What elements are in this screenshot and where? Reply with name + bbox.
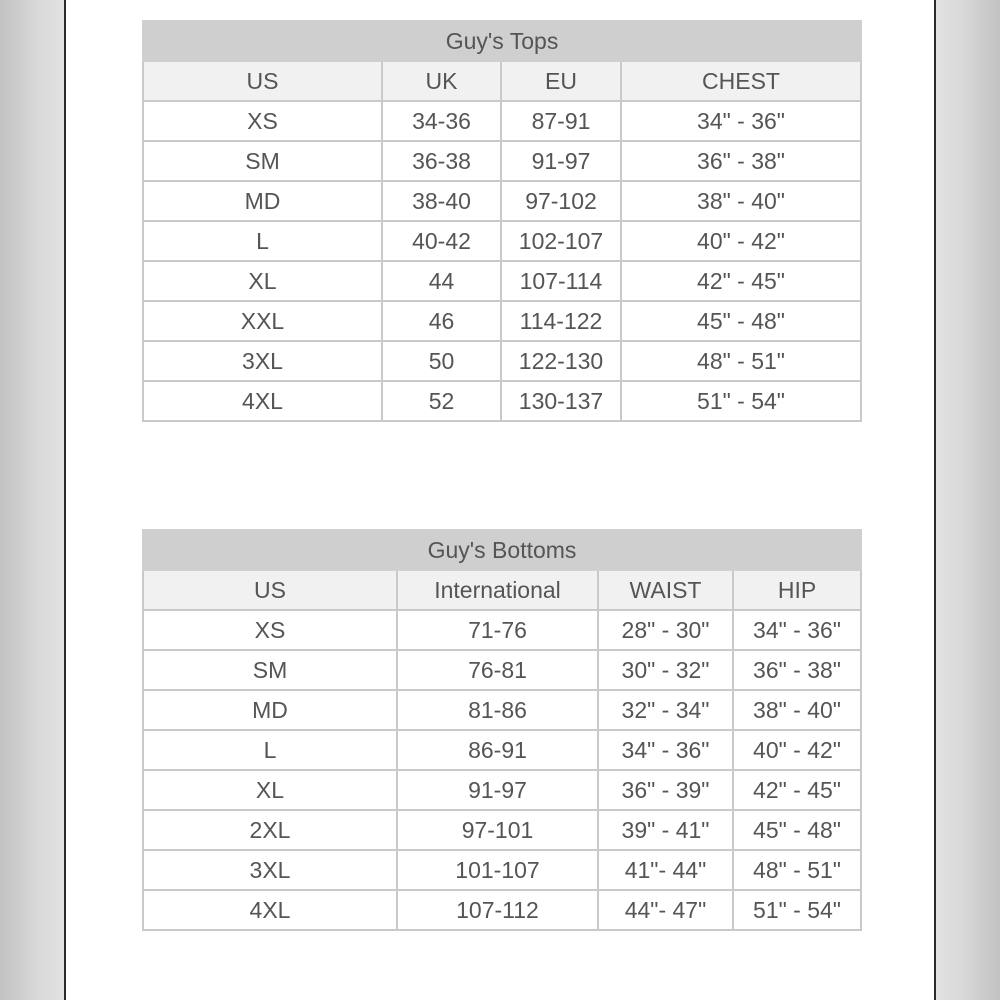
tops-table-cell: 36-38 bbox=[382, 141, 501, 181]
bottoms-header-row bbox=[143, 570, 861, 610]
bottoms-table-cell: 71-76 bbox=[397, 610, 598, 650]
tops-table-cell: 51" - 54" bbox=[621, 381, 861, 421]
tops-column-header: UK bbox=[382, 61, 501, 101]
tops-table-cell: 50 bbox=[382, 341, 501, 381]
bottoms-table-cell: MD bbox=[143, 690, 397, 730]
bottoms-table-cell: 2XL bbox=[143, 810, 397, 850]
tops-table-cell: 48" - 51" bbox=[621, 341, 861, 381]
bottoms-table-cell: 40" - 42" bbox=[733, 730, 861, 770]
tops-column-header: CHEST bbox=[621, 61, 861, 101]
tops-table-cell: 122-130 bbox=[501, 341, 621, 381]
bottoms-table-cell: 107-112 bbox=[397, 890, 598, 930]
bottoms-table-cell: 36" - 38" bbox=[733, 650, 861, 690]
bottoms-table-cell: 3XL bbox=[143, 850, 397, 890]
tops-table-cell: XL bbox=[143, 261, 382, 301]
table-row bbox=[143, 610, 861, 650]
bottoms-table-cell: 41"- 44" bbox=[598, 850, 733, 890]
table-row bbox=[143, 810, 861, 850]
tops-table-cell: XXL bbox=[143, 301, 382, 341]
bottoms-table-cell: 39" - 41" bbox=[598, 810, 733, 850]
tops-table-cell: SM bbox=[143, 141, 382, 181]
bottoms-table-cell: 36" - 39" bbox=[598, 770, 733, 810]
bottoms-table-cell: 51" - 54" bbox=[733, 890, 861, 930]
tops-table-cell: 87-91 bbox=[501, 101, 621, 141]
bottoms-table-cell: 32" - 34" bbox=[598, 690, 733, 730]
bottoms-table-cell: XL bbox=[143, 770, 397, 810]
table-row bbox=[143, 181, 861, 221]
bottoms-size-table bbox=[142, 529, 862, 931]
bottoms-table-cell: 34" - 36" bbox=[598, 730, 733, 770]
table-row bbox=[143, 690, 861, 730]
tops-title-row bbox=[143, 21, 861, 61]
table-row bbox=[143, 730, 861, 770]
bottoms-column-header: HIP bbox=[733, 570, 861, 610]
tops-table-cell: 40" - 42" bbox=[621, 221, 861, 261]
tops-table-cell: 52 bbox=[382, 381, 501, 421]
bottoms-table-cell: 38" - 40" bbox=[733, 690, 861, 730]
bottoms-table-cell: XS bbox=[143, 610, 397, 650]
left-frame-edge bbox=[0, 0, 66, 1000]
tops-table-cell: 38-40 bbox=[382, 181, 501, 221]
table-row bbox=[143, 381, 861, 421]
table-row bbox=[143, 261, 861, 301]
table-row bbox=[143, 890, 861, 930]
bottoms-table-title: Guy's Bottoms bbox=[143, 530, 861, 570]
bottoms-table-cell: 101-107 bbox=[397, 850, 598, 890]
table-row bbox=[143, 650, 861, 690]
bottoms-table-cell: SM bbox=[143, 650, 397, 690]
bottoms-table-cell: 30" - 32" bbox=[598, 650, 733, 690]
bottoms-table-cell: 42" - 45" bbox=[733, 770, 861, 810]
table-row bbox=[143, 301, 861, 341]
right-frame-edge bbox=[934, 0, 1000, 1000]
tops-table-cell: 46 bbox=[382, 301, 501, 341]
tops-table-cell: 107-114 bbox=[501, 261, 621, 301]
tops-table-cell: 34-36 bbox=[382, 101, 501, 141]
bottoms-title-row bbox=[143, 530, 861, 570]
tops-size-table bbox=[142, 20, 862, 422]
tops-column-header: US bbox=[143, 61, 382, 101]
table-row bbox=[143, 101, 861, 141]
bottoms-table-cell: 45" - 48" bbox=[733, 810, 861, 850]
table-row bbox=[143, 850, 861, 890]
tops-table-cell: 114-122 bbox=[501, 301, 621, 341]
table-row bbox=[143, 141, 861, 181]
bottoms-table-cell: 34" - 36" bbox=[733, 610, 861, 650]
tops-table-cell: 36" - 38" bbox=[621, 141, 861, 181]
bottoms-table-cell: 44"- 47" bbox=[598, 890, 733, 930]
bottoms-column-header: International bbox=[397, 570, 598, 610]
bottoms-table-cell: 28" - 30" bbox=[598, 610, 733, 650]
tops-table-cell: MD bbox=[143, 181, 382, 221]
table-row bbox=[143, 221, 861, 261]
tops-table-cell: 38" - 40" bbox=[621, 181, 861, 221]
bottoms-table-cell: 76-81 bbox=[397, 650, 598, 690]
tops-table-cell: 4XL bbox=[143, 381, 382, 421]
tops-table-title: Guy's Tops bbox=[143, 21, 861, 61]
tops-table-cell: 97-102 bbox=[501, 181, 621, 221]
tops-table-cell: XS bbox=[143, 101, 382, 141]
tops-table-cell: 3XL bbox=[143, 341, 382, 381]
tops-header-row bbox=[143, 61, 861, 101]
tops-column-header: EU bbox=[501, 61, 621, 101]
bottoms-table-cell: 97-101 bbox=[397, 810, 598, 850]
bottoms-table-cell: 48" - 51" bbox=[733, 850, 861, 890]
tops-table-cell: 91-97 bbox=[501, 141, 621, 181]
tops-table-cell: 40-42 bbox=[382, 221, 501, 261]
table-row bbox=[143, 341, 861, 381]
bottoms-table-cell: 4XL bbox=[143, 890, 397, 930]
table-row bbox=[143, 770, 861, 810]
tops-table-cell: 42" - 45" bbox=[621, 261, 861, 301]
tops-table-cell: L bbox=[143, 221, 382, 261]
bottoms-table-cell: 91-97 bbox=[397, 770, 598, 810]
bottoms-column-header: WAIST bbox=[598, 570, 733, 610]
bottoms-table-cell: L bbox=[143, 730, 397, 770]
tops-table-cell: 102-107 bbox=[501, 221, 621, 261]
tops-table-cell: 44 bbox=[382, 261, 501, 301]
tops-table-cell: 45" - 48" bbox=[621, 301, 861, 341]
tops-table-cell: 130-137 bbox=[501, 381, 621, 421]
bottoms-table-cell: 81-86 bbox=[397, 690, 598, 730]
bottoms-column-header: US bbox=[143, 570, 397, 610]
tops-table-cell: 34" - 36" bbox=[621, 101, 861, 141]
bottoms-table-cell: 86-91 bbox=[397, 730, 598, 770]
